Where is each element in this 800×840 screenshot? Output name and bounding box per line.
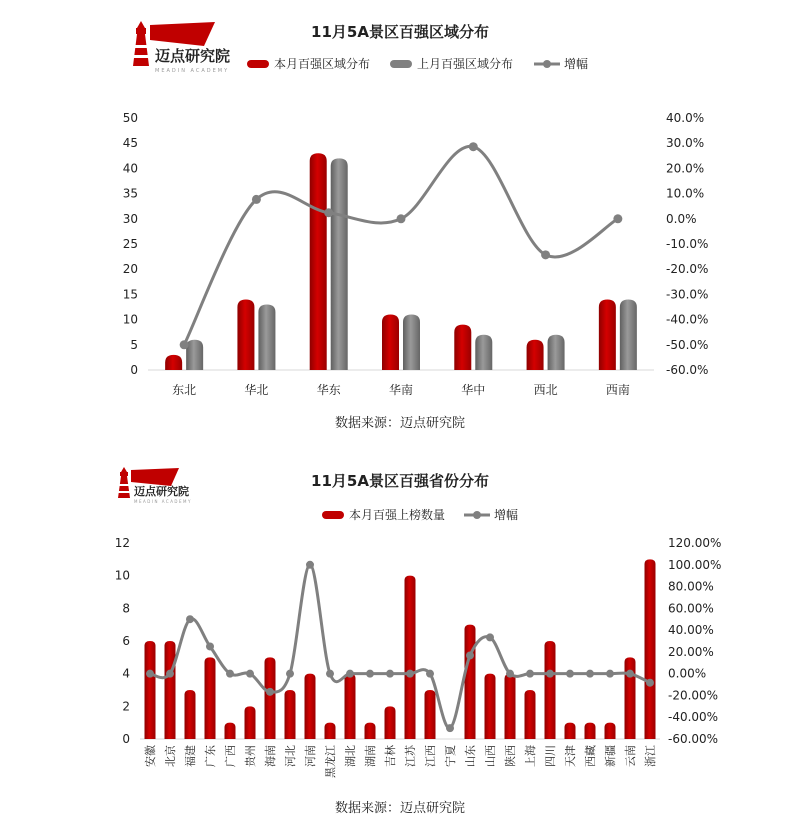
growth-point — [252, 195, 261, 204]
bar — [527, 340, 544, 370]
category-labels — [143, 744, 657, 778]
bar — [245, 706, 256, 739]
right-axis-tick-label: 20.00% — [668, 644, 714, 659]
category-label: 陕西 — [504, 745, 517, 767]
growth-point — [469, 142, 478, 151]
left-axis-tick-label: 10 — [122, 312, 138, 327]
source-note: 数据来源：迈点研究院 — [334, 801, 466, 816]
right-axis-tick-label: 10.0% — [666, 186, 705, 201]
category-label: 四川 — [544, 745, 557, 767]
growth-point — [613, 214, 622, 223]
growth-point — [246, 670, 254, 678]
left-axis-tick-label: 15 — [122, 287, 138, 302]
bar — [185, 690, 196, 739]
left-axis-tick-label: 45 — [122, 136, 138, 151]
category-label: 贵州 — [244, 745, 257, 767]
region-distribution-chart — [123, 23, 709, 431]
growth-point — [426, 670, 434, 678]
category-label: 北京 — [164, 745, 177, 767]
growth-point — [526, 670, 534, 678]
bar — [165, 355, 182, 370]
province-distribution-chart — [115, 472, 722, 816]
growth-point — [366, 670, 374, 678]
left-axis-tick-label: 40 — [122, 161, 138, 176]
growth-point — [586, 670, 594, 678]
growth-line-path — [150, 565, 650, 728]
bar — [599, 299, 616, 370]
right-axis-tick-label: -10.0% — [666, 237, 709, 251]
bar — [548, 335, 565, 370]
bar — [186, 340, 203, 370]
right-axis-tick-label: 80.00% — [668, 579, 714, 594]
growth-point — [306, 561, 314, 569]
bars — [145, 559, 656, 739]
bar — [237, 299, 254, 370]
bar — [645, 559, 656, 739]
right-axis-ticks — [666, 111, 708, 377]
legend-item-previous-month — [390, 56, 513, 71]
growth-point — [466, 651, 474, 659]
growth-point — [541, 250, 550, 259]
growth-point — [180, 340, 189, 349]
bar — [620, 299, 637, 370]
bar — [385, 706, 396, 739]
category-label: 河北 — [284, 745, 297, 767]
legend-item-growth — [534, 56, 588, 71]
left-axis-tick-label: 6 — [122, 634, 130, 648]
right-axis-tick-label: -20.00% — [668, 688, 719, 703]
bar — [345, 674, 356, 739]
bar — [225, 723, 236, 739]
left-axis-ticks — [123, 111, 138, 377]
left-axis-tick-label: 30 — [122, 211, 138, 226]
growth-point — [206, 642, 214, 650]
bar — [205, 657, 216, 739]
growth-point — [266, 688, 274, 696]
brand-logo-subtext: MEADIN ACADEMY — [155, 68, 230, 74]
bar — [382, 315, 399, 370]
chart-legend — [247, 56, 588, 71]
category-label: 河南 — [304, 745, 317, 767]
growth-point — [406, 670, 414, 678]
chart-title: 11月5A景区百强区域分布 — [311, 23, 489, 41]
growth-point — [346, 670, 354, 678]
category-label: 安徽 — [144, 745, 157, 767]
brand-logo-bottom — [118, 467, 192, 504]
right-axis-tick-label: -20.0% — [666, 262, 709, 277]
bar — [505, 674, 516, 739]
category-label: 宁夏 — [444, 745, 457, 767]
growth-point — [606, 670, 614, 678]
right-axis-tick-label: 40.00% — [668, 623, 714, 638]
category-label: 广西 — [224, 745, 237, 767]
right-axis-tick-label: 120.00% — [668, 536, 722, 550]
category-label: 吉林 — [384, 745, 397, 767]
brand-logo-text: 迈点研究院 — [155, 47, 231, 65]
bar — [485, 674, 496, 739]
left-axis-tick-label: 0 — [122, 732, 130, 746]
bar — [331, 158, 348, 370]
growth-point — [226, 670, 234, 678]
right-axis-tick-label: 0.0% — [666, 211, 697, 226]
right-axis-tick-label: -40.00% — [668, 710, 719, 725]
bar — [545, 641, 556, 739]
growth-point — [626, 670, 634, 678]
growth-point — [186, 615, 194, 623]
bar — [425, 690, 436, 739]
chart-title: 11月5A景区百强省份分布 — [311, 472, 489, 490]
bar — [258, 304, 275, 370]
bar — [365, 723, 376, 739]
right-axis-tick-label: 30.0% — [666, 136, 705, 151]
bar — [605, 723, 616, 739]
growth-point — [386, 670, 394, 678]
right-axis-tick-label: -60.00% — [668, 732, 719, 746]
left-axis-tick-label: 4 — [122, 666, 130, 681]
left-axis-tick-label: 0 — [130, 363, 138, 377]
brand-logo-top — [133, 21, 230, 74]
category-label: 新疆 — [604, 745, 617, 767]
left-axis-tick-label: 2 — [122, 699, 130, 714]
bar — [625, 657, 636, 739]
legend-label: 本月百强上榜数量 — [349, 508, 446, 522]
bar — [565, 723, 576, 739]
right-axis-tick-label: -40.0% — [666, 312, 709, 327]
bars — [165, 153, 637, 370]
growth-point — [486, 633, 494, 641]
growth-line — [146, 561, 654, 732]
bar — [405, 576, 416, 739]
category-label: 华中 — [461, 383, 486, 397]
category-label: 湖北 — [344, 745, 357, 767]
category-label: 海南 — [264, 745, 277, 767]
bar — [305, 674, 316, 739]
left-axis-tick-label: 25 — [122, 237, 138, 251]
category-label: 江苏 — [404, 745, 417, 767]
category-labels — [172, 382, 630, 397]
category-label: 东北 — [172, 383, 197, 397]
left-axis-tick-label: 20 — [122, 262, 138, 277]
growth-point — [646, 679, 654, 687]
category-label: 山东 — [464, 745, 477, 767]
growth-point — [506, 670, 514, 678]
bar — [285, 690, 296, 739]
left-axis-tick-label: 5 — [130, 337, 138, 352]
category-label: 西南 — [605, 383, 630, 397]
category-label: 华北 — [244, 383, 269, 397]
category-label: 山西 — [484, 745, 497, 767]
legend-label: 增幅 — [564, 57, 589, 71]
category-label: 上海 — [524, 745, 537, 767]
bar — [465, 625, 476, 739]
growth-point — [166, 670, 174, 678]
right-axis-tick-label: -50.0% — [666, 337, 709, 352]
bar — [165, 641, 176, 739]
legend-label: 上月百强区域分布 — [417, 57, 514, 71]
right-axis-tick-label: 0.00% — [668, 666, 707, 681]
legend-item-growth — [464, 507, 518, 522]
legend-item-current-month — [247, 56, 370, 71]
growth-point — [146, 670, 154, 678]
growth-point — [326, 670, 334, 678]
category-label: 云南 — [624, 745, 637, 767]
right-axis-tick-label: 60.00% — [668, 601, 714, 616]
category-label: 湖南 — [364, 745, 377, 767]
bar — [454, 325, 471, 370]
bar — [265, 657, 276, 739]
right-axis-tick-label: 100.00% — [668, 557, 722, 572]
bar — [145, 641, 156, 739]
bar — [525, 690, 536, 739]
growth-point — [546, 670, 554, 678]
chart-legend — [322, 507, 518, 522]
bar — [310, 153, 327, 370]
left-axis-tick-label: 35 — [122, 186, 138, 201]
growth-point — [286, 670, 294, 678]
right-axis-tick-label: 40.0% — [666, 111, 705, 125]
brand-logo-subtext: MEADIN ACADEMY — [134, 499, 192, 504]
category-label: 福建 — [184, 745, 197, 767]
legend-label: 本月百强区域分布 — [274, 57, 371, 71]
right-axis-tick-label: 20.0% — [666, 161, 705, 176]
category-label: 广东 — [204, 745, 217, 767]
left-axis-tick-label: 10 — [114, 568, 130, 583]
right-axis-tick-label: -30.0% — [666, 287, 709, 302]
bar — [585, 723, 596, 739]
bar — [325, 723, 336, 739]
legend-label: 增幅 — [494, 508, 519, 522]
category-label: 天津 — [564, 745, 577, 767]
right-axis-ticks — [668, 536, 721, 746]
category-label: 西北 — [533, 383, 558, 397]
left-axis-tick-label: 50 — [122, 111, 138, 125]
bar — [475, 335, 492, 370]
category-label: 江西 — [424, 745, 437, 767]
category-label: 西藏 — [584, 745, 597, 767]
bar — [403, 315, 420, 370]
left-axis-ticks — [115, 536, 130, 746]
category-label: 华南 — [388, 383, 414, 397]
right-axis-tick-label: -60.0% — [666, 363, 709, 377]
growth-point — [397, 214, 406, 223]
category-label: 黑龙江 — [324, 745, 337, 778]
left-axis-tick-label: 8 — [122, 601, 130, 616]
source-note: 数据来源：迈点研究院 — [334, 416, 466, 431]
growth-point — [446, 724, 454, 732]
legend-item-current-month — [322, 507, 445, 522]
growth-point — [566, 670, 574, 678]
category-label: 浙江 — [644, 745, 657, 767]
growth-point — [324, 208, 333, 217]
category-label: 华东 — [316, 383, 341, 397]
brand-logo-text: 迈点研究院 — [134, 485, 189, 498]
left-axis-tick-label: 12 — [114, 536, 130, 550]
